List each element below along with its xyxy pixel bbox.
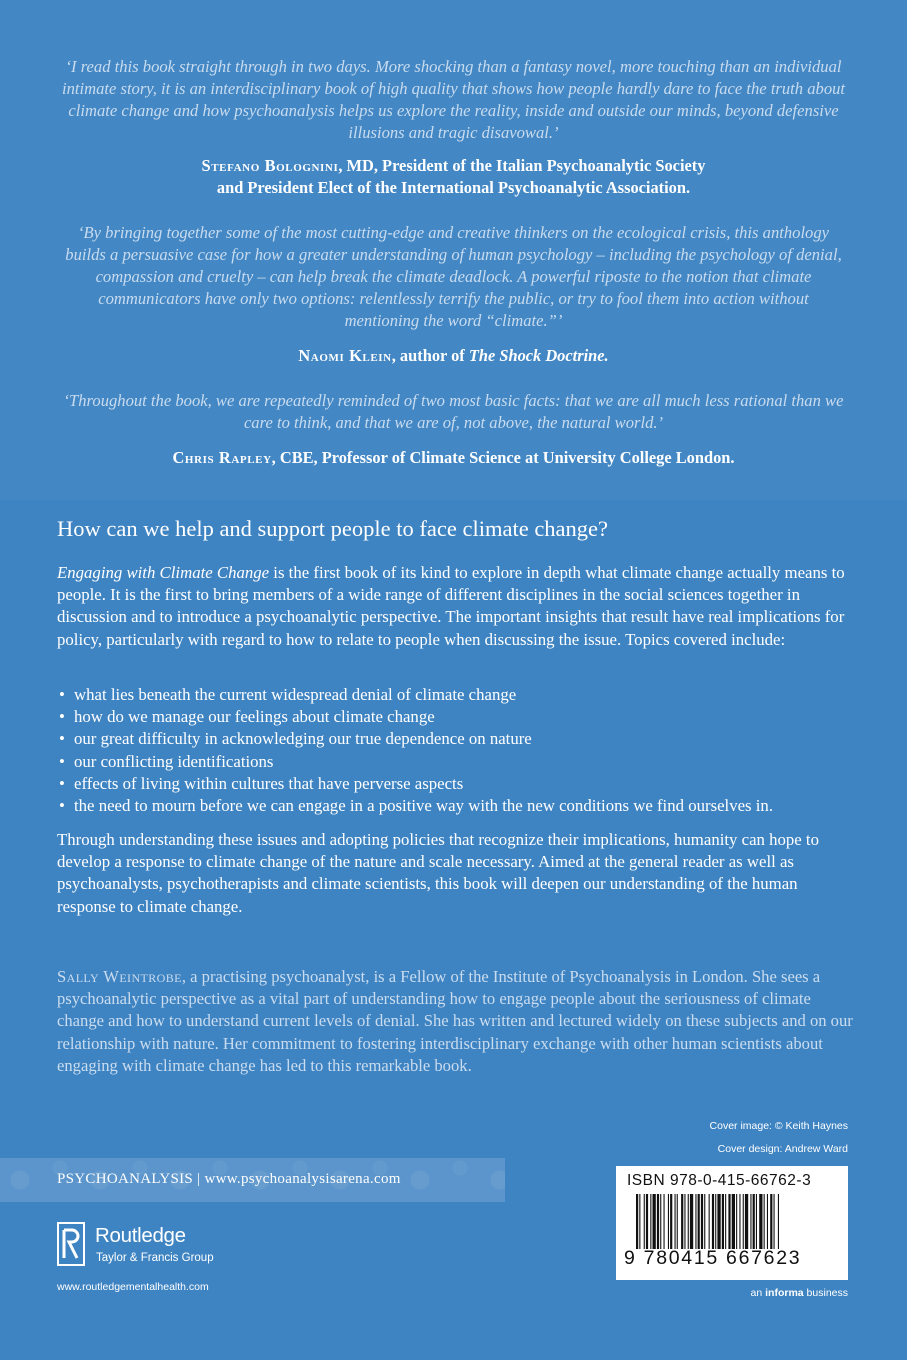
subject-label: PSYCHOANALYSIS: [57, 1171, 194, 1187]
barcode-bar: [722, 1194, 724, 1249]
barcode-bar: [728, 1194, 730, 1249]
cover-image-credit: Cover image: © Keith Haynes: [709, 1120, 848, 1132]
isbn-digits: 9 780415 667623: [624, 1247, 802, 1269]
barcode-bar: [677, 1194, 678, 1249]
informa-tagline: an informa business: [750, 1287, 848, 1299]
barcode-bar: [709, 1194, 710, 1249]
barcode-bar: [712, 1194, 714, 1249]
bullet-icon: •: [59, 707, 65, 727]
list-item: • our great difficulty in acknowledging our true dependence on nature: [57, 728, 857, 750]
endorser-name: Naomi Klein: [298, 346, 392, 365]
quote-klein: ‘By bringing together some of the most cutting-edge and creative thinkers on the ecological crisis, this anthology builds a persuasive case for how a greater understanding of human psychology – including the psychology of denial, compassion and cruelty – can help break the climate deadlock. A powerful riposte to the notion that climate communicators have only two options: relentlessly terrify the public, or try to fool them into action without mentioning the word “climate.”’: [65, 223, 842, 330]
barcode-bar: [770, 1194, 772, 1249]
bullet-icon: •: [59, 751, 65, 771]
quote-rapley: ‘Throughout the book, we are repeatedly reminded of two most basic facts: that we are all much less rational than we care to think, and that we are of, not above, the natural world.’: [63, 391, 844, 432]
barcode-bar: [698, 1194, 700, 1249]
author-name: Sally Weintrobe: [57, 967, 182, 986]
barcode-bar: [715, 1194, 716, 1249]
barcode-bar: [646, 1194, 648, 1249]
routledge-logo-icon: [57, 1222, 85, 1266]
barcode-bar: [670, 1194, 672, 1249]
barcode-bar: [644, 1194, 645, 1249]
barcode-bar: [750, 1194, 751, 1249]
endorser-name: Stefano Bolognini: [201, 156, 339, 175]
list-item: • our conflicting identifications: [57, 751, 857, 773]
barcode-bar: [739, 1194, 740, 1249]
barcode-bar: [657, 1194, 659, 1249]
barcode-bar: [660, 1194, 661, 1249]
barcode-icon: [636, 1194, 832, 1249]
cover-design-credit: Cover design: Andrew Ward: [717, 1143, 848, 1155]
barcode-bar: [764, 1194, 765, 1249]
quote-bolognini: ‘I read this book straight through in two days. More shocking than a fantasy novel, more touching than an individual intimate story, it is an interdisciplinary book of high quality that shows how people hardly dare to face the truth about climate change and how psychoanalysis helps us explore the reality, inside and outside our minds, beyond defensive illusions and tragic disavowal.’: [61, 57, 846, 142]
barcode-bar: [767, 1194, 768, 1249]
barcode-bar: [725, 1194, 726, 1249]
barcode-bar: [745, 1194, 748, 1249]
list-item: • effects of living within cultures that have perverse aspects: [57, 773, 857, 795]
routledge-logo: [57, 1222, 214, 1272]
barcode-bar: [650, 1194, 651, 1249]
book-title: The Shock Doctrine.: [468, 346, 609, 365]
bullet-icon: •: [59, 685, 65, 704]
endorser-name: Chris Rapley: [172, 448, 272, 467]
barcode-bar: [684, 1194, 685, 1249]
publisher-group: Taylor & Francis Group: [96, 1252, 214, 1264]
attribution-bolognini: Stefano Bolognini, MD, President of the Italian Psychoanalytic Society and President Elect of the International Psychoanalytic Association.: [201, 156, 706, 197]
informa-brand: informa: [765, 1287, 804, 1299]
list-item: • the need to mourn before we can engage in a positive way with the new conditions we find ourselves in.: [57, 795, 857, 817]
description-paragraph: Engaging with Climate Change is the first book of its kind to explore in depth what climate change actually means to people. It is the first to bring members of a wide range of different disciplines in the social sciences together in discussion and to introduce a psychoanalytic perspective. The important insights that result have real implications for policy, particularly with regard to how to relate to people when discussing the issue. Topics covered include:: [57, 563, 845, 649]
topics-list: [57, 684, 857, 817]
barcode-bar: [639, 1194, 640, 1249]
barcode-bar: [736, 1194, 737, 1249]
barcode-bar: [756, 1194, 757, 1249]
barcode-bar: [774, 1194, 775, 1249]
barcode-bar: [690, 1194, 693, 1249]
barcode-bar: [653, 1194, 656, 1249]
barcode-bar: [668, 1194, 669, 1249]
conclusion-paragraph: Through understanding these issues and adopting policies that recognize their implications, humanity can hope to develop a response to climate change of the nature and scale necessary. Aimed at the general reader as well as psychoanalysts, psychotherapists and climate scientists, this book will deepen our understanding of the human response to climate change.: [57, 830, 819, 916]
list-item: • how do we manage our feelings about climate change: [57, 706, 857, 728]
publisher-name: Routledge: [95, 1224, 186, 1247]
barcode-bar: [743, 1194, 744, 1249]
barcode-bar: [753, 1194, 755, 1249]
bullet-icon: •: [59, 729, 65, 749]
list-item: • what lies beneath the current widespread denial of climate change: [57, 684, 857, 706]
publisher-url[interactable]: www.routledgementalhealth.com: [57, 1281, 209, 1293]
barcode-bar: [636, 1194, 638, 1249]
barcode-bar: [688, 1194, 689, 1249]
barcode-bar: [732, 1194, 735, 1249]
barcode-bar: [778, 1194, 779, 1249]
headline: How can we help and support people to face climate change?: [57, 516, 609, 541]
barcode-bar: [704, 1194, 705, 1249]
author-bio: Sally Weintrobe, a practising psychoanalyst, is a Fellow of the Institute of Psychoanalysis in London. She sees a psychoanalytic perspective as a vital part of understanding how to engage people about the seriousness of climate change and how to understand current levels of denial. She has written and lectured widely on these subjects and on our relationship with nature. Her commitment to fostering interdisciplinary exchange with other human scientists about engaging with climate change has led to this remarkable book.: [57, 967, 853, 1075]
barcode-bar: [675, 1194, 676, 1249]
arena-link[interactable]: www.psychoanalysisarena.com: [204, 1171, 401, 1187]
attribution-klein: Naomi Klein, author of The Shock Doctrine.: [298, 346, 609, 365]
bullet-icon: •: [59, 773, 65, 793]
barcode-bar: [681, 1194, 683, 1249]
barcode-bar: [664, 1194, 665, 1249]
barcode-bar: [759, 1194, 762, 1249]
subject-band-text: PSYCHOANALYSIS | www.psychoanalysisarena.com: [57, 1171, 401, 1187]
barcode-bar: [717, 1194, 720, 1249]
isbn-label: ISBN 978-0-415-66762-3: [627, 1172, 812, 1189]
barcode-bar: [701, 1194, 703, 1249]
bullet-icon: •: [59, 796, 65, 816]
isbn-barcode-box: [616, 1166, 848, 1280]
attribution-rapley: Chris Rapley, CBE, Professor of Climate Science at University College London.: [172, 448, 735, 467]
book-title: Engaging with Climate Change: [57, 563, 270, 582]
barcode-bar: [695, 1194, 696, 1249]
endorsements-section: [0, 0, 907, 500]
